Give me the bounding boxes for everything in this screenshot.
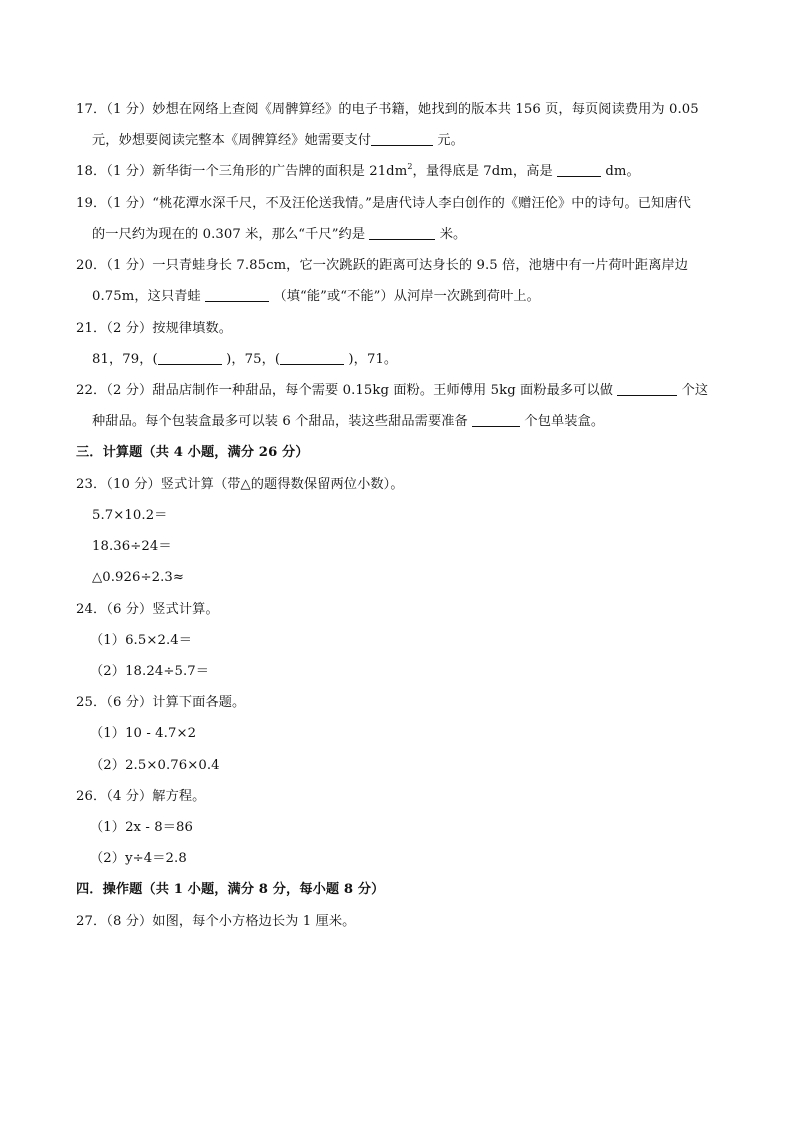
q22-text-d: 个包单装盒。 [520, 414, 605, 429]
q20-line2 [92, 288, 540, 306]
section4-heading: 四．操作题（共 1 小题，满分 8 分，每小题 8 分） [76, 882, 385, 897]
q17-text-b: 元。 [433, 133, 464, 148]
q22-line1 [76, 382, 708, 400]
q27-stem: 27．（8 分）如图，每个小方格边长为 1 厘米。 [76, 914, 356, 929]
q21-text-b: )，75，( [221, 352, 281, 367]
q19-text-b: 米。 [435, 227, 467, 242]
q17-line1: 17．（1 分）妙想在网络上查阅《周髀算经》的电子书籍，她找到的版本共 156 页，每页阅读费用为 0.05 [76, 102, 699, 117]
q23-item-3: △0.926÷2.3≈ [92, 570, 185, 585]
q24-item-2: （2）18.24÷5.7＝ [90, 664, 210, 679]
q23-item-1: 5.7×10.2＝ [92, 508, 168, 523]
q18-text-b: ，量得底是 7dm，高是 [412, 164, 558, 179]
q21-answer-blank-1[interactable] [158, 351, 222, 365]
q18-text-a: 18．（1 分）新华街一个三角形的广告牌的面积是 21dm [76, 164, 408, 179]
q22-text-b: 个这 [677, 383, 709, 398]
q24-item-1: （1）6.5×2.4＝ [90, 633, 193, 648]
q18-superscript: 2 [407, 162, 413, 171]
q24-stem: 24．（6 分）竖式计算。 [76, 602, 219, 617]
q18-answer-blank[interactable] [557, 163, 601, 177]
q18-text-c: dm。 [601, 164, 640, 179]
q19-line2 [92, 226, 466, 244]
q25-stem: 25．（6 分）计算下面各题。 [76, 695, 246, 710]
q20-line1: 20．（1 分）一只青蛙身长 7.85cm，它一次跳跃的距离可达身长的 9.5 倍，池塘中有一片荷叶距离岸边 [76, 258, 689, 273]
q19-answer-blank[interactable] [369, 226, 435, 240]
q17-line2 [92, 132, 464, 150]
q17-text-a: 元，妙想要阅读完整本《周髀算经》她需要支付 [92, 133, 372, 148]
q26-item-2: （2）y÷4＝2.8 [90, 851, 187, 866]
section3-heading: 三．计算题（共 4 小题，满分 26 分） [76, 445, 309, 460]
q21-answer-blank-2[interactable] [280, 351, 344, 365]
q20-answer-blank[interactable] [205, 288, 269, 302]
q26-item-1: （1）2x - 8＝86 [90, 820, 193, 835]
q21-sequence [92, 351, 397, 369]
q19-text-a: 的一尺约为现在的 0.307 米，那么“千尺”约是 [92, 227, 370, 242]
q22-line2 [92, 413, 604, 431]
q22-answer-blank-2[interactable] [472, 413, 520, 427]
q23-stem: 23．（10 分）竖式计算（带△的题得数保留两位小数）。 [76, 477, 404, 492]
q26-stem: 26．（4 分）解方程。 [76, 789, 206, 804]
q20-text-b: （填“能”或“不能”）从河岸一次跳到荷叶上。 [269, 289, 540, 304]
q23-item-2: 18.36÷24＝ [92, 539, 172, 554]
q22-answer-blank-1[interactable] [617, 382, 677, 396]
q18-line [76, 163, 640, 181]
q19-line1: 19．（1 分）“桃花潭水深千尺，不及汪伦送我情。”是唐代诗人李白创作的《赠汪伦》中的诗句。已知唐代 [76, 196, 691, 211]
q20-text-a: 0.75m，这只青蛙 [92, 289, 206, 304]
q25-item-1: （1）10 - 4.7×2 [90, 726, 197, 741]
q21-text-a: 81，79，( [92, 352, 158, 367]
q21-stem: 21．（2 分）按规律填数。 [76, 321, 233, 336]
q22-text-c: 种甜品。每个包装盒最多可以装 6 个甜品，装这些甜品需要准备 [92, 414, 473, 429]
q22-text-a: 22．（2 分）甜品店制作一种甜品，每个需要 0.15kg 面粉。王师傅用 5kg 面粉最多可以做 [76, 383, 618, 398]
q21-text-c: )，71。 [344, 352, 398, 367]
q17-answer-blank[interactable] [371, 132, 433, 146]
q25-item-2: （2）2.5×0.76×0.4 [90, 758, 220, 773]
